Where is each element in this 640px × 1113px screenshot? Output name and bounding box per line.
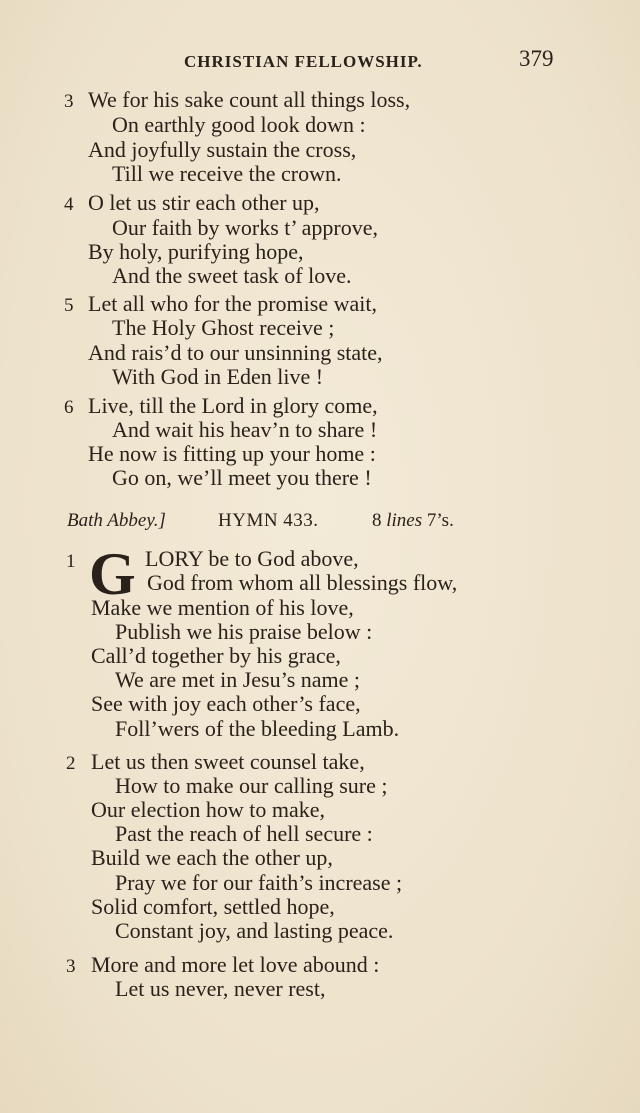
verse-line: LORY be to God above, <box>145 546 359 571</box>
page-header <box>0 42 640 82</box>
stanza-number: 3 <box>66 956 76 977</box>
verse-line: Call’d together by his grace, <box>91 643 341 668</box>
verse-line: Past the reach of hell secure : <box>115 821 373 846</box>
verse-line: Build we each the other up, <box>91 845 333 870</box>
drop-cap: G <box>89 541 136 607</box>
tune-name: Bath Abbey.] <box>67 510 166 531</box>
running-head: CHRISTIAN FELLOWSHIP. <box>184 52 423 71</box>
stanza-number: 4 <box>64 194 74 215</box>
verse-line: Our election how to make, <box>91 797 325 822</box>
meter-value: 7’s. <box>426 510 454 531</box>
verse-line: And rais’d to our unsinning state, <box>88 340 383 365</box>
verse-line: Pray we for our faith’s increase ; <box>115 870 403 895</box>
page-number: 379 <box>519 46 554 71</box>
verse-line: Live, till the Lord in glory come, <box>88 393 378 418</box>
verse-line: Till we receive the crown. <box>112 161 342 186</box>
verse-line: We for his sake count all things loss, <box>88 87 411 112</box>
verse-line: And wait his heav’n to share ! <box>112 417 378 442</box>
verse-line: Make we mention of his love, <box>91 595 354 620</box>
stanza-number: 1 <box>66 551 76 572</box>
meter-count: 8 <box>372 510 382 531</box>
verse-line: Our faith by works t’ approve, <box>112 215 378 240</box>
verse-line: How to make our calling sure ; <box>115 773 388 798</box>
verse-line: We are met in Jesu’s name ; <box>115 667 361 692</box>
verse-line: See with joy each other’s face, <box>91 691 361 716</box>
verse-line: By holy, purifying hope, <box>88 239 304 264</box>
verse-line: Publish we his praise below : <box>115 619 373 644</box>
verse-line: And joyfully sustain the cross, <box>88 137 357 162</box>
verse-line: Foll’wers of the bleeding Lamb. <box>115 716 400 741</box>
verse-line: Constant joy, and lasting peace. <box>115 918 394 943</box>
verse-line: Go on, we’ll meet you there ! <box>112 465 372 490</box>
meter-word: lines <box>386 510 423 531</box>
stanza-number: 5 <box>64 295 74 316</box>
verse-line: On earthly good look down : <box>112 112 366 137</box>
hymn-heading <box>0 510 640 538</box>
verse-line: Let us then sweet counsel take, <box>91 749 365 774</box>
stanza-number: 3 <box>64 91 74 112</box>
verse-line: More and more let love abound : <box>91 952 380 977</box>
verse-line: God from whom all blessings flow, <box>147 570 458 595</box>
verse-line: Let us never, never rest, <box>115 976 326 1001</box>
verse-line: The Holy Ghost receive ; <box>112 315 335 340</box>
stanza-number: 2 <box>66 753 76 774</box>
verse-line: And the sweet task of love. <box>112 263 352 288</box>
hymn-title: HYMN 433. <box>218 510 319 531</box>
verse-line: Solid comfort, settled hope, <box>91 894 335 919</box>
verse-line: With God in Eden live ! <box>112 364 324 389</box>
verse-line: O let us stir each other up, <box>88 190 320 215</box>
verse-line: He now is fitting up your home : <box>88 441 376 466</box>
verse-line: Let all who for the promise wait, <box>88 291 377 316</box>
hymn-meter <box>372 510 454 532</box>
stanza-number: 6 <box>64 397 74 418</box>
